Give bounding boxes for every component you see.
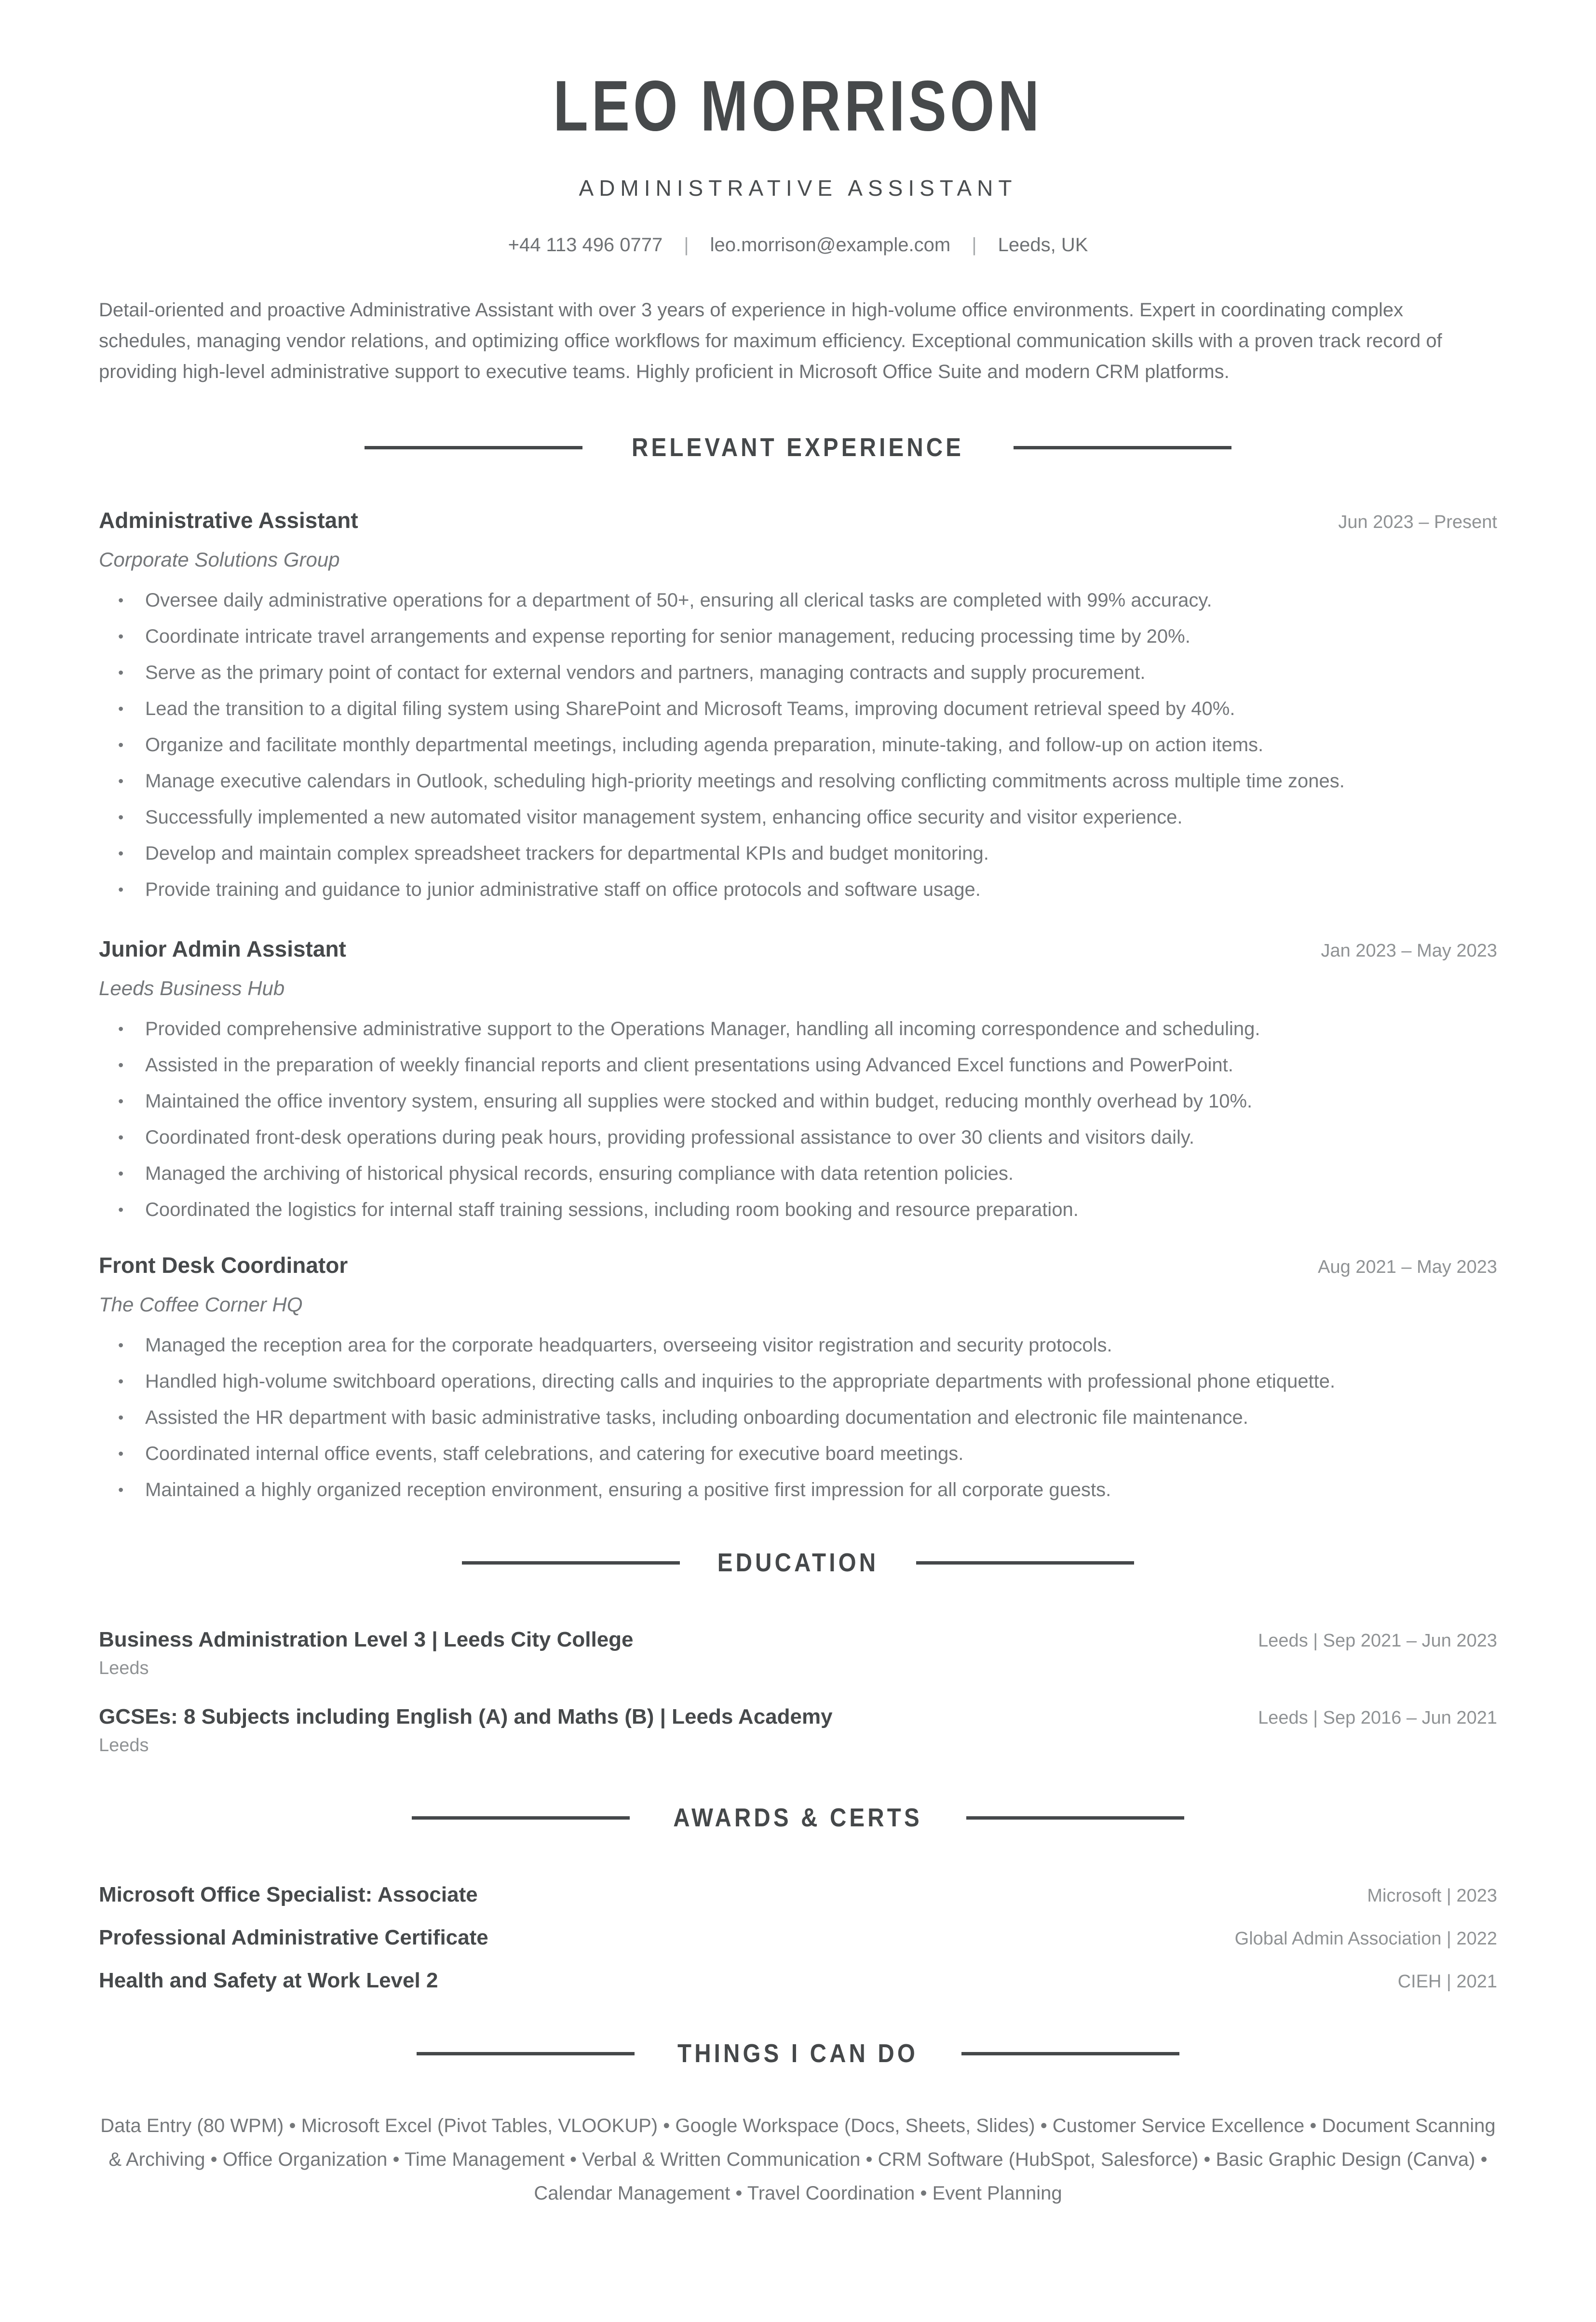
job-header-row — [99, 936, 1497, 963]
divider-line — [417, 2052, 635, 2055]
award-item — [99, 1883, 1497, 1908]
job-entry — [99, 1253, 1497, 1501]
education-item — [99, 1705, 1497, 1756]
experience-heading: RELEVANT EXPERIENCE — [632, 433, 964, 462]
job-header-row — [99, 1253, 1497, 1280]
bullet-item: • Managed the archiving of historical physical records, ensuring compliance with data retention policies. — [118, 1162, 1497, 1185]
bullet-item: • Assisted the HR department with basic administrative tasks, including onboarding documentation and electronic file maintenance. — [118, 1406, 1497, 1429]
education-meta: Leeds | Sep 2016 – Jun 2021 — [1258, 1708, 1497, 1728]
education-heading: EDUCATION — [717, 1548, 879, 1577]
bullet-item: • Manage executive calendars in Outlook, scheduling high-priority meetings and resolving conflicting commitments across multiple time zones. — [118, 770, 1497, 793]
skills-text: Data Entry (80 WPM) • Microsoft Excel (Pivot Tables, VLOOKUP) • Google Workspace (Docs, Sheets, Slides) • Customer Service Excellence • Document Scanning & Archiving • Office Organization • Time Management • Verbal & Written Communication • CRM Software (HubSpot, Salesforce) • Basic Graphic Design (Canva) • Calendar Management • Travel Coordination • Event Planning — [100, 2115, 1496, 2204]
award-item — [99, 1926, 1497, 1951]
education-location: Leeds — [99, 1735, 149, 1755]
divider-line — [365, 446, 582, 449]
divider-line — [916, 1561, 1134, 1565]
bullet-item: • Successfully implemented a new automated visitor management system, enhancing office security and visitor experience. — [118, 806, 1497, 829]
job-header-row — [99, 508, 1497, 535]
bullet-item: • Assisted in the preparation of weekly financial reports and client presentations using Advanced Excel functions and PowerPoint. — [118, 1053, 1497, 1077]
education-location: Leeds — [99, 1658, 149, 1678]
bullet-item: • Handled high-volume switchboard operations, directing calls and inquiries to the appropriate departments with professional phone etiquette. — [118, 1370, 1497, 1393]
awards-section-header — [99, 1803, 1497, 1832]
bullet-list — [99, 1334, 1497, 1501]
award-title: Professional Administrative Certificate — [99, 1926, 488, 1949]
bullet-item: • Coordinated the logistics for internal staff training sessions, including room booking and resource preparation. — [118, 1198, 1497, 1221]
skills-heading: THINGS I CAN DO — [677, 2039, 919, 2068]
skills-section-header — [99, 2039, 1497, 2068]
bullet-item: • Coordinate intricate travel arrangements and expense reporting for senior management, reducing processing time by 20%. — [118, 625, 1497, 648]
education-header-row — [99, 1705, 1497, 1730]
job-company: Corporate Solutions Group — [99, 548, 340, 571]
contact-email: leo.morrison@example.com — [710, 234, 951, 256]
job-entry — [99, 936, 1497, 1221]
education-title: GCSEs: 8 Subjects including English (A) and Maths (B) | Leeds Academy — [99, 1705, 833, 1728]
contact-phone: +44 113 496 0777 — [508, 234, 663, 256]
bullet-item: • Develop and maintain complex spreadsheet trackers for departmental KPIs and budget monitoring. — [118, 842, 1497, 865]
award-meta: CIEH | 2021 — [1397, 1971, 1497, 1992]
bullet-item: • Managed the reception area for the corporate headquarters, overseeing visitor registration and security protocols. — [118, 1334, 1497, 1357]
award-title: Microsoft Office Specialist: Associate — [99, 1883, 478, 1906]
job-entry — [99, 508, 1497, 901]
bullet-item: • Lead the transition to a digital filing system using SharePoint and Microsoft Teams, improving document retrieval speed by 40%. — [118, 697, 1497, 720]
job-company: The Coffee Corner HQ — [99, 1293, 303, 1316]
contact-separator: | — [972, 234, 977, 256]
contact-line — [99, 234, 1497, 256]
contact-location: Leeds, UK — [998, 234, 1088, 256]
bullet-item: • Oversee daily administrative operations for a department of 50+, ensuring all clerical tasks are completed with 99% accuracy. — [118, 589, 1497, 612]
award-title: Health and Safety at Work Level 2 — [99, 1969, 438, 1992]
bullet-list — [99, 589, 1497, 901]
divider-line — [1014, 446, 1231, 449]
bullet-list — [99, 1017, 1497, 1221]
divider-line — [966, 1816, 1184, 1820]
contact-separator: | — [684, 234, 689, 256]
job-title: Junior Admin Assistant — [99, 936, 346, 961]
job-title: Front Desk Coordinator — [99, 1253, 348, 1278]
job-dates: Aug 2021 – May 2023 — [1318, 1257, 1497, 1277]
award-meta: Microsoft | 2023 — [1367, 1886, 1497, 1906]
education-header-row — [99, 1628, 1497, 1653]
education-title: Business Administration Level 3 | Leeds City College — [99, 1628, 634, 1651]
divider-line — [462, 1561, 680, 1565]
candidate-name — [99, 66, 1497, 146]
bullet-item: • Organize and facilitate monthly departmental meetings, including agenda preparation, minute-taking, and follow-up on action items. — [118, 733, 1497, 756]
divider-line — [412, 1816, 630, 1820]
bullet-item: • Maintained the office inventory system, ensuring all supplies were stocked and within budget, reducing monthly overhead by 10%. — [118, 1090, 1497, 1113]
divider-line — [961, 2052, 1179, 2055]
awards-heading: AWARDS & CERTS — [673, 1803, 923, 1832]
education-meta: Leeds | Sep 2021 – Jun 2023 — [1258, 1631, 1497, 1651]
job-title: Administrative Assistant — [99, 508, 358, 533]
award-item — [99, 1969, 1497, 1994]
job-dates: Jun 2023 – Present — [1338, 512, 1497, 532]
bullet-item: • Maintained a highly organized reception environment, ensuring a positive first impression for all corporate guests. — [118, 1478, 1497, 1501]
professional-summary: Detail-oriented and proactive Administrative Assistant with over 3 years of experience in high-volume office environments. Expert in coordinating complex schedules, managing vendor relations, and optimizing office workflows for maximum efficiency. Exceptional communication skills with a proven track record of providing high-level administrative support to executive teams. Highly proficient in Microsoft Office Suite and modern CRM platforms. — [99, 299, 1442, 382]
education-item — [99, 1628, 1497, 1679]
award-meta: Global Admin Association | 2022 — [1234, 1929, 1497, 1949]
bullet-item: • Coordinated internal office events, staff celebrations, and catering for executive board meetings. — [118, 1442, 1497, 1465]
bullet-item: • Provide training and guidance to junior administrative staff on office protocols and software usage. — [118, 878, 1497, 901]
candidate-title: ADMINISTRATIVE ASSISTANT — [579, 176, 1017, 201]
education-section-header — [99, 1548, 1497, 1577]
bullet-item: • Provided comprehensive administrative support to the Operations Manager, handling all incoming correspondence and scheduling. — [118, 1017, 1497, 1040]
bullet-item: • Serve as the primary point of contact for external vendors and partners, managing contracts and supply procurement. — [118, 661, 1497, 684]
experience-section-header — [99, 433, 1497, 462]
job-company: Leeds Business Hub — [99, 977, 285, 999]
bullet-item: • Coordinated front-desk operations during peak hours, providing professional assistance to over 30 clients and visitors daily. — [118, 1126, 1497, 1149]
candidate-name-text: LEO MORRISON — [553, 66, 1043, 146]
job-dates: Jan 2023 – May 2023 — [1321, 941, 1497, 961]
